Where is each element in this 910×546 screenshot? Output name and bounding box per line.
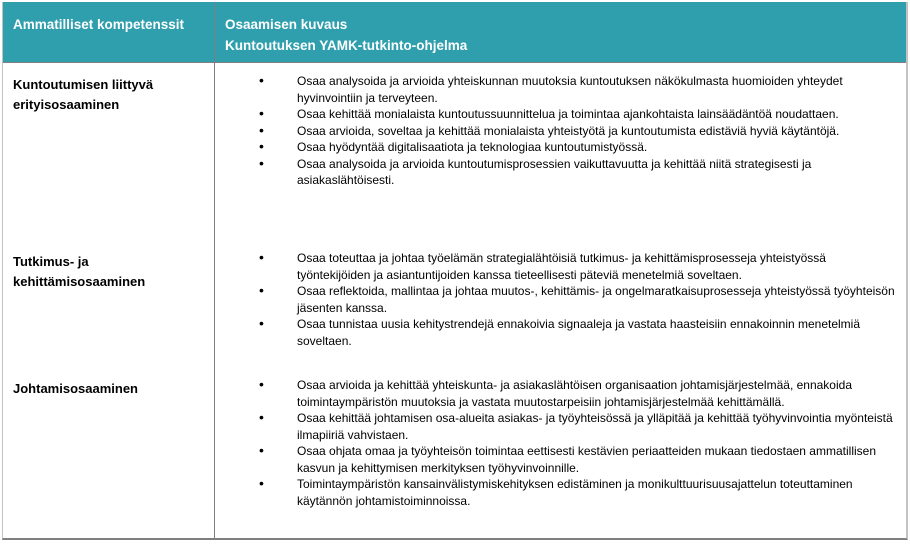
row-competence-title: [3, 63, 214, 240]
bullet-list: [215, 73, 900, 189]
competence-title-text: Kuntoutumisen liittyvä erityisosaaminen: [13, 77, 154, 112]
bullet-list: [215, 250, 900, 349]
bullet-list: [215, 377, 900, 509]
competence-table: [2, 2, 908, 540]
row-competence-description: [214, 63, 906, 240]
row-competence-title: [3, 367, 214, 538]
header-cell-competences: [3, 2, 214, 63]
bullet-item: • Osaa arvioida ja kehittää yhteiskunta- ja asiakaslähtöisen organisaation johtamisjärjestelmää, ennakoida toimintaympäristön muutoksia ja vastata muutostarpeisiin johtamisjärjestelmää kehittämällä.: [259, 377, 900, 410]
header-description-line2: Kuntoutuksen YAMK-tutkinto-ohjelma: [225, 38, 468, 53]
row-competence-description: [214, 240, 906, 367]
competence-title-text: Tutkimus- ja kehittämisosaaminen: [13, 254, 146, 289]
header-competences-label: Ammatilliset kompetenssit: [13, 17, 185, 32]
header-cell-description: [214, 2, 906, 63]
bullet-item: • Osaa analysoida ja arvioida kuntoutumisprosessien vaikuttavuutta ja kehittää niitä strategisesti ja asiakaslähtöisesti.: [259, 156, 900, 189]
bullet-item: • Osaa tunnistaa uusia kehitystrendejä ennakoivia signaaleja ja vastata haasteisiin ennakoinnin menetelmiä soveltaen.: [259, 316, 900, 349]
competence-title-text: Johtamisosaaminen: [13, 381, 138, 396]
bullet-item: • Toimintaympäristön kansainvälistymiskehityksen edistäminen ja monikulttuurisuusajattelun toteuttaminen käytännön johtamistoiminnoissa.: [259, 476, 900, 509]
bullet-item: • Osaa kehittää monialaista kuntoutussuunnittelua ja toimintaa ajankohtaista lainsäädäntöä noudattaen.: [259, 106, 900, 123]
bullet-item: • Osaa hyödyntää digitalisaatiota ja teknologiaa kuntoutumistyössä.: [259, 139, 900, 156]
bullet-item: • Osaa toteuttaa ja johtaa työelämän strategialähtöisiä tutkimus- ja kehittämisprosesseja yhteistyössä työntekijöiden ja asiantuntijoiden kanssa tieteellisesti päteviä menetelmiä soveltaen.: [259, 250, 900, 283]
bullet-item: • Osaa analysoida ja arvioida yhteiskunnan muutoksia kuntoutuksen näkökulmasta huomioiden yhteydet hyvinvointiin ja terveyteen.: [259, 73, 900, 106]
bullet-item: • Osaa reflektoida, mallintaa ja johtaa muutos-, kehittämis- ja ongelmaratkaisuprosesseja yhteistyössä työyhteisön jäsenten kanssa.: [259, 283, 900, 316]
bullet-item: • Osaa kehittää johtamisen osa-alueita asiakas- ja työyhteisössä ja ylläpitää ja kehittää työhyvinvointia myönteistä ilmapiiriä vahvistaen.: [259, 410, 900, 443]
bullet-item: • Osaa ohjata omaa ja työyhteisön toimintaa eettisesti kestävien periaatteiden mukaan tiedostaen ammatillisen kasvun ja kehittymisen merkityksen työhyvinvoinnille.: [259, 443, 900, 476]
header-description-line1: Osaamisen kuvaus: [225, 17, 348, 32]
row-competence-title: [3, 240, 214, 367]
row-competence-description: [214, 367, 906, 538]
bullet-item: • Osaa arvioida, soveltaa ja kehittää monialaista yhteistyötä ja kuntoutumista edistäviä hyviä käytäntöjä.: [259, 123, 900, 140]
